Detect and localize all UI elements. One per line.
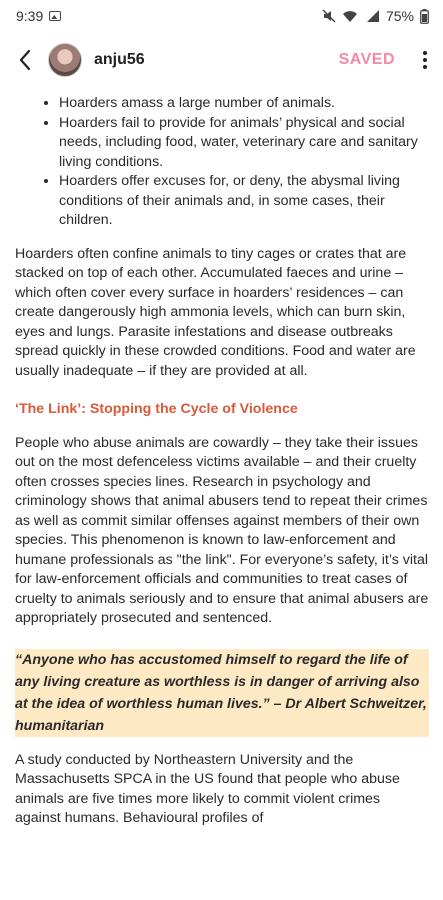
username[interactable]: anju56 [94,51,145,68]
list-item: • Hoarders fail to provide for animals’ physical and social needs, including food, water, veterinary care and sanitary living conditions. [59,114,429,173]
highlighted-quote: “Anyone who has accustomed himself to regard the life of any living creature as worthless is in danger of arriving also at the idea of worthless human lives.” – Dr Albert Schweitzer, humanitarian [15,649,429,737]
bullet-list [15,94,429,231]
status-bar [0,0,443,32]
status-time: 9:39 [16,8,44,24]
back-arrow-icon [18,49,32,71]
section-heading: ‘The Link’: Stopping the Cycle of Violence [15,401,298,417]
gallery-notification-icon [49,11,61,21]
wifi-icon [342,9,358,23]
app-bar [0,32,443,88]
list-item: • Hoarders amass a large number of animals. [59,94,429,114]
avatar[interactable] [48,43,82,77]
battery-icon [420,9,429,24]
more-options-icon[interactable] [417,45,433,75]
paragraph-hoarding: Hoarders often confine animals to tiny cages or crates that are stacked on top of each other. Accumulated faeces and urine – which often cover every surface in hoarders’ residences – can create dangerously high ammonia levels, which can burn skin, eyes and lungs. Parasite infestations and disease outbreaks spread quickly in these crowded conditions. Food and water are usually inadequate – if they are provided at all. [15,245,416,379]
paragraph-link: People who abuse animals are cowardly – they take their issues out on the most defenceless victims available – and their cruelty often crosses species lines. Research in psychology and criminology shows that animal abusers tend to repeat their crimes as well as commit similar offenses against members of their own species. This phenomenon is known to law-enforcement and humane professionals as "the link". For everyone’s safety, it’s vital for law-enforcement officials and communities to treat cases of cruelty to animals seriously and to ensure that animal abusers are appropriately prosecuted and sentenced. [15,434,429,626]
saved-button[interactable]: SAVED [338,51,395,68]
status-left [16,8,61,24]
paragraph-study: A study conducted by Northeastern University and the Massachusetts SPCA in the US found that people who abuse animals are five times more likely to commit violent crimes against humans. Behavioural profiles of [15,751,400,826]
back-button[interactable] [10,40,40,80]
article-content [0,88,443,900]
mute-icon [322,9,336,23]
status-right [322,8,429,24]
signal-icon [364,9,380,23]
battery-percent: 75% [385,8,414,24]
list-item: • Hoarders offer excuses for, or deny, the abysmal living conditions of their animals and, in some cases, their children. [59,172,429,231]
